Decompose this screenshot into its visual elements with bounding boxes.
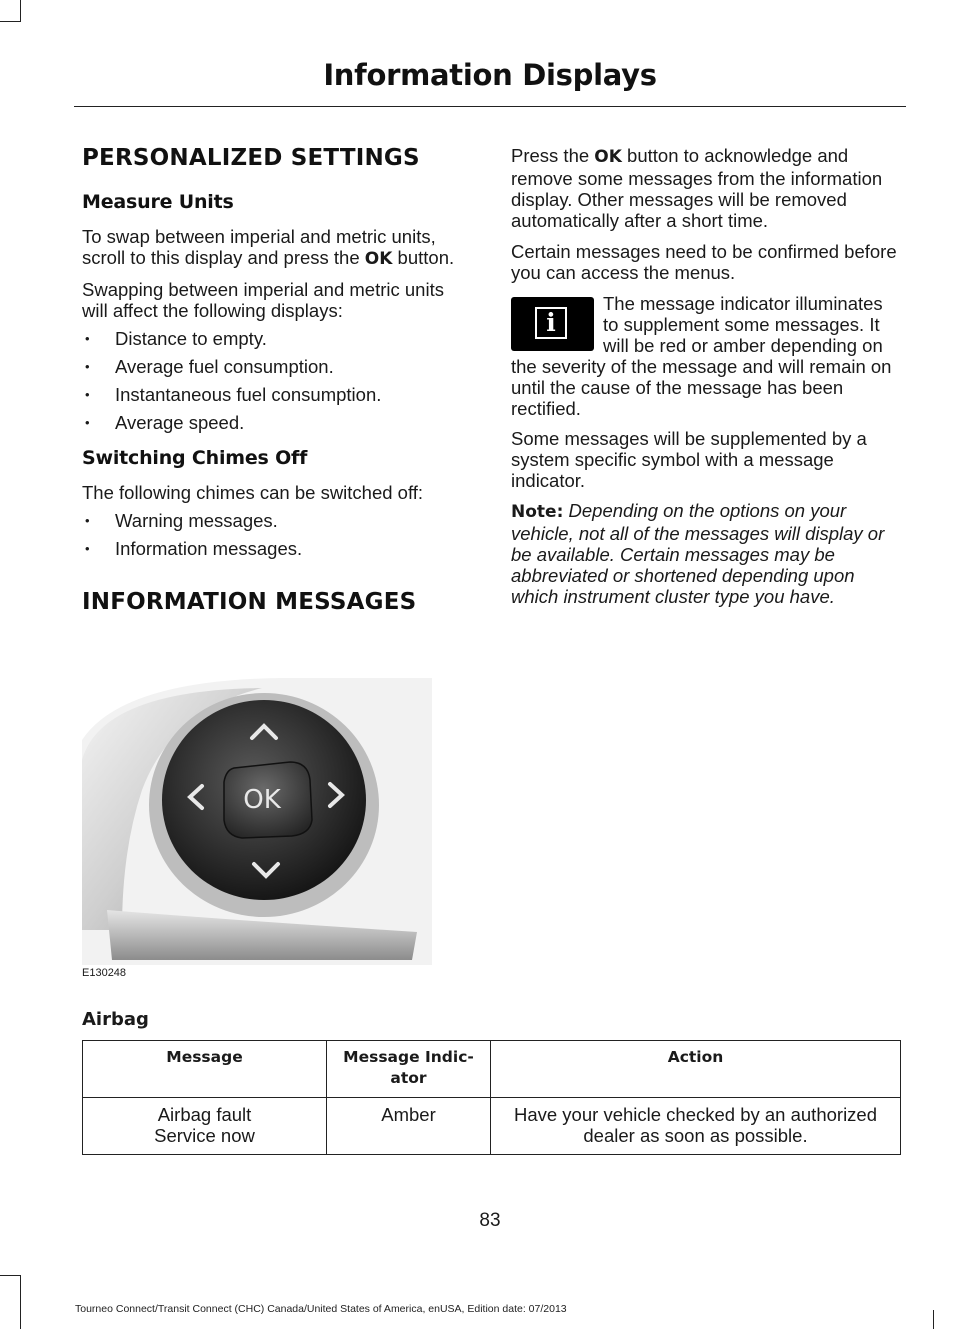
measure-effects-paragraph: Swapping between imperial and metric units will affect the following displays:: [82, 279, 444, 321]
indicator-cell: Amber: [327, 1098, 491, 1155]
message-line: Service now: [154, 1125, 255, 1146]
steering-control-illustration: [82, 670, 432, 965]
list-item: • Information messages.: [82, 538, 474, 559]
indicator-block: [511, 293, 903, 419]
measure-text-a: To swap between imperial and metric units, scroll to this display and press the: [82, 226, 436, 268]
list-item: • Average fuel consumption.: [82, 356, 474, 377]
page-title: Information Displays: [323, 58, 657, 92]
crop-mark: [20, 1275, 21, 1329]
list-item: • Instantaneous fuel consumption.: [82, 384, 474, 405]
list-item: • Distance to empty.: [82, 328, 474, 349]
indicator-paragraph: The message indicator illuminates to supplement some messages. It will be red or amber depending on the severity of the message and will remain on until the cause of the message has been rectified.: [511, 293, 892, 419]
column-header-action: Action: [491, 1041, 901, 1098]
information-messages-heading: INFORMATION MESSAGES: [82, 589, 417, 615]
measure-units-paragraph: [82, 226, 474, 270]
crop-mark: [0, 21, 20, 22]
table-header-row: [83, 1041, 901, 1098]
table-row: [83, 1098, 901, 1155]
ok-label: OK: [594, 147, 622, 167]
message-line: Airbag fault: [157, 1104, 252, 1125]
airbag-heading: Airbag: [82, 1009, 149, 1030]
note-text: Depending on the options on your vehicle, not all of the messages will display or be available. Certain messages may be abbreviated or shortened depending upon which instrument cluster type you have.: [511, 500, 885, 607]
ok-acknowledge-paragraph: [511, 145, 903, 231]
message-cell: [83, 1098, 327, 1155]
confirm-paragraph: Certain messages need to be confirmed before you can access the menus.: [511, 241, 897, 283]
symbol-paragraph: Some messages will be supplemented by a system specific symbol with a message indicator.: [511, 428, 867, 491]
acknowledge-text: button to acknowledge and remove some messages from the information display. Other messages will be removed automatically after a short time.: [511, 145, 883, 231]
crop-mark: [20, 0, 21, 22]
footer-text: Tourneo Connect/Transit Connect (CHC) Canada/United States of America, enUSA, Edition date: 07/2013: [75, 1303, 567, 1315]
column-header-indicator: Message Indic-ator: [327, 1041, 491, 1098]
crop-mark: [933, 1310, 934, 1329]
ok-label: OK: [364, 249, 393, 269]
left-column: [82, 145, 474, 615]
action-cell: Have your vehicle checked by an authorized dealer as soon as possible.: [491, 1098, 901, 1155]
list-item: • Warning messages.: [82, 510, 474, 531]
measure-units-list: [82, 328, 474, 433]
measure-units-heading: Measure Units: [82, 191, 234, 213]
steering-wheel-controls-figure: [82, 670, 432, 965]
information-indicator-icon: [511, 297, 594, 351]
measure-text-b: button.: [392, 247, 455, 268]
column-header-message: Message: [83, 1041, 327, 1098]
crop-mark: [0, 1275, 20, 1276]
airbag-messages-table: [82, 1040, 901, 1155]
right-column: [511, 145, 903, 607]
figure-code: E130248: [82, 967, 127, 979]
personalized-settings-heading: PERSONALIZED SETTINGS: [82, 145, 420, 171]
note-paragraph: [511, 500, 903, 607]
ok-button-label: OK: [243, 785, 281, 815]
list-item: • Average speed.: [82, 412, 474, 433]
press-text: Press the: [511, 145, 595, 166]
note-label: Note:: [511, 502, 564, 522]
chimes-paragraph: The following chimes can be switched off:: [82, 482, 424, 503]
switching-chimes-heading: Switching Chimes Off: [82, 447, 308, 469]
header-divider: [74, 106, 906, 107]
page-number: 83: [479, 1210, 501, 1231]
chimes-list: [82, 510, 474, 559]
info-glyph: i: [535, 307, 567, 339]
